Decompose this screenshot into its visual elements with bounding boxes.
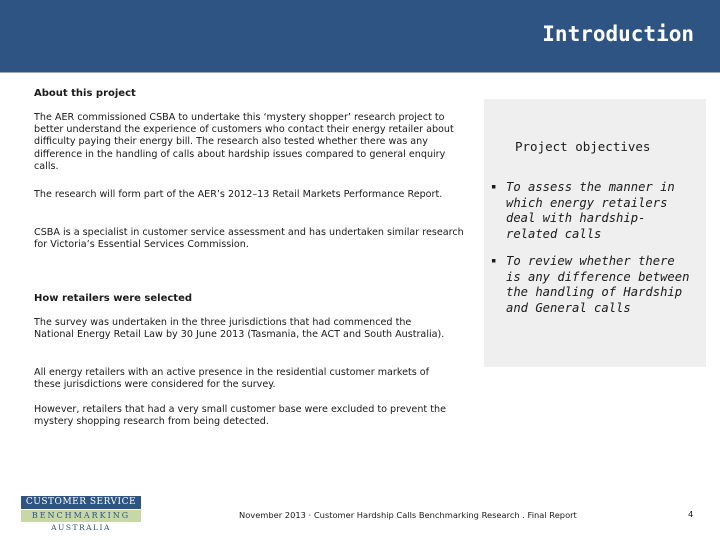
objective-text: To review whether there is any difference between the handling of Hardship and General calls [506,254,690,315]
section-heading-about: About this project [34,88,136,99]
paragraph-exclusions: However, retailers that had a very small customer base were excluded to prevent the mystery shopping research from being detected. [34,404,446,428]
logo-line-benchmarking: BENCHMARKING [21,510,141,522]
section-heading-selection: How retailers were selected [34,293,193,304]
header-divider [0,72,720,73]
paragraph-csba: CSBA is a specialist in customer service assessment and has undertaken similar research for Victoria’s Essential Services Commission. [34,227,464,251]
objective-item [491,180,696,242]
bullet-icon: ▪ [491,256,497,266]
logo-line-australia: AUSTRALIA [51,523,111,532]
page-number: 4 [688,509,694,519]
bullet-icon: ▪ [491,182,497,192]
objectives-title: Project objectives [515,139,651,154]
logo-line-customer-service: CUSTOMER SERVICE [21,496,141,509]
objective-text: To assess the manner in which energy retailers deal with hardship-related calls [506,180,675,241]
header-bar [0,0,720,72]
csba-logo [21,496,141,534]
paragraph-survey: The survey was undertaken in the three jurisdictions that had commenced the National Energy Retail Law by 30 June 2013 (Tasmania, the ACT and South Australia). [34,317,445,341]
objectives-panel [484,99,706,367]
paragraph-commission: The AER commissioned CSBA to undertake this ‘mystery shopper’ research project to better understand the experience of customers who contact their energy retailer about difficulty paying their energy bill. The research also tested whether there was any difference in the handling of calls about hardship issues compared to general enquiry calls. [34,112,454,172]
page-title: Introduction [542,22,694,46]
paragraph-report: The research will form part of the AER’s 2012–13 Retail Markets Performance Report. [34,189,443,200]
footer-caption: November 2013 · Customer Hardship Calls Benchmarking Research . Final Report [239,510,577,520]
paragraph-retailers: All energy retailers with an active presence in the residential customer markets of these jurisdictions were considered for the survey. [34,367,430,391]
objective-item [491,254,696,316]
